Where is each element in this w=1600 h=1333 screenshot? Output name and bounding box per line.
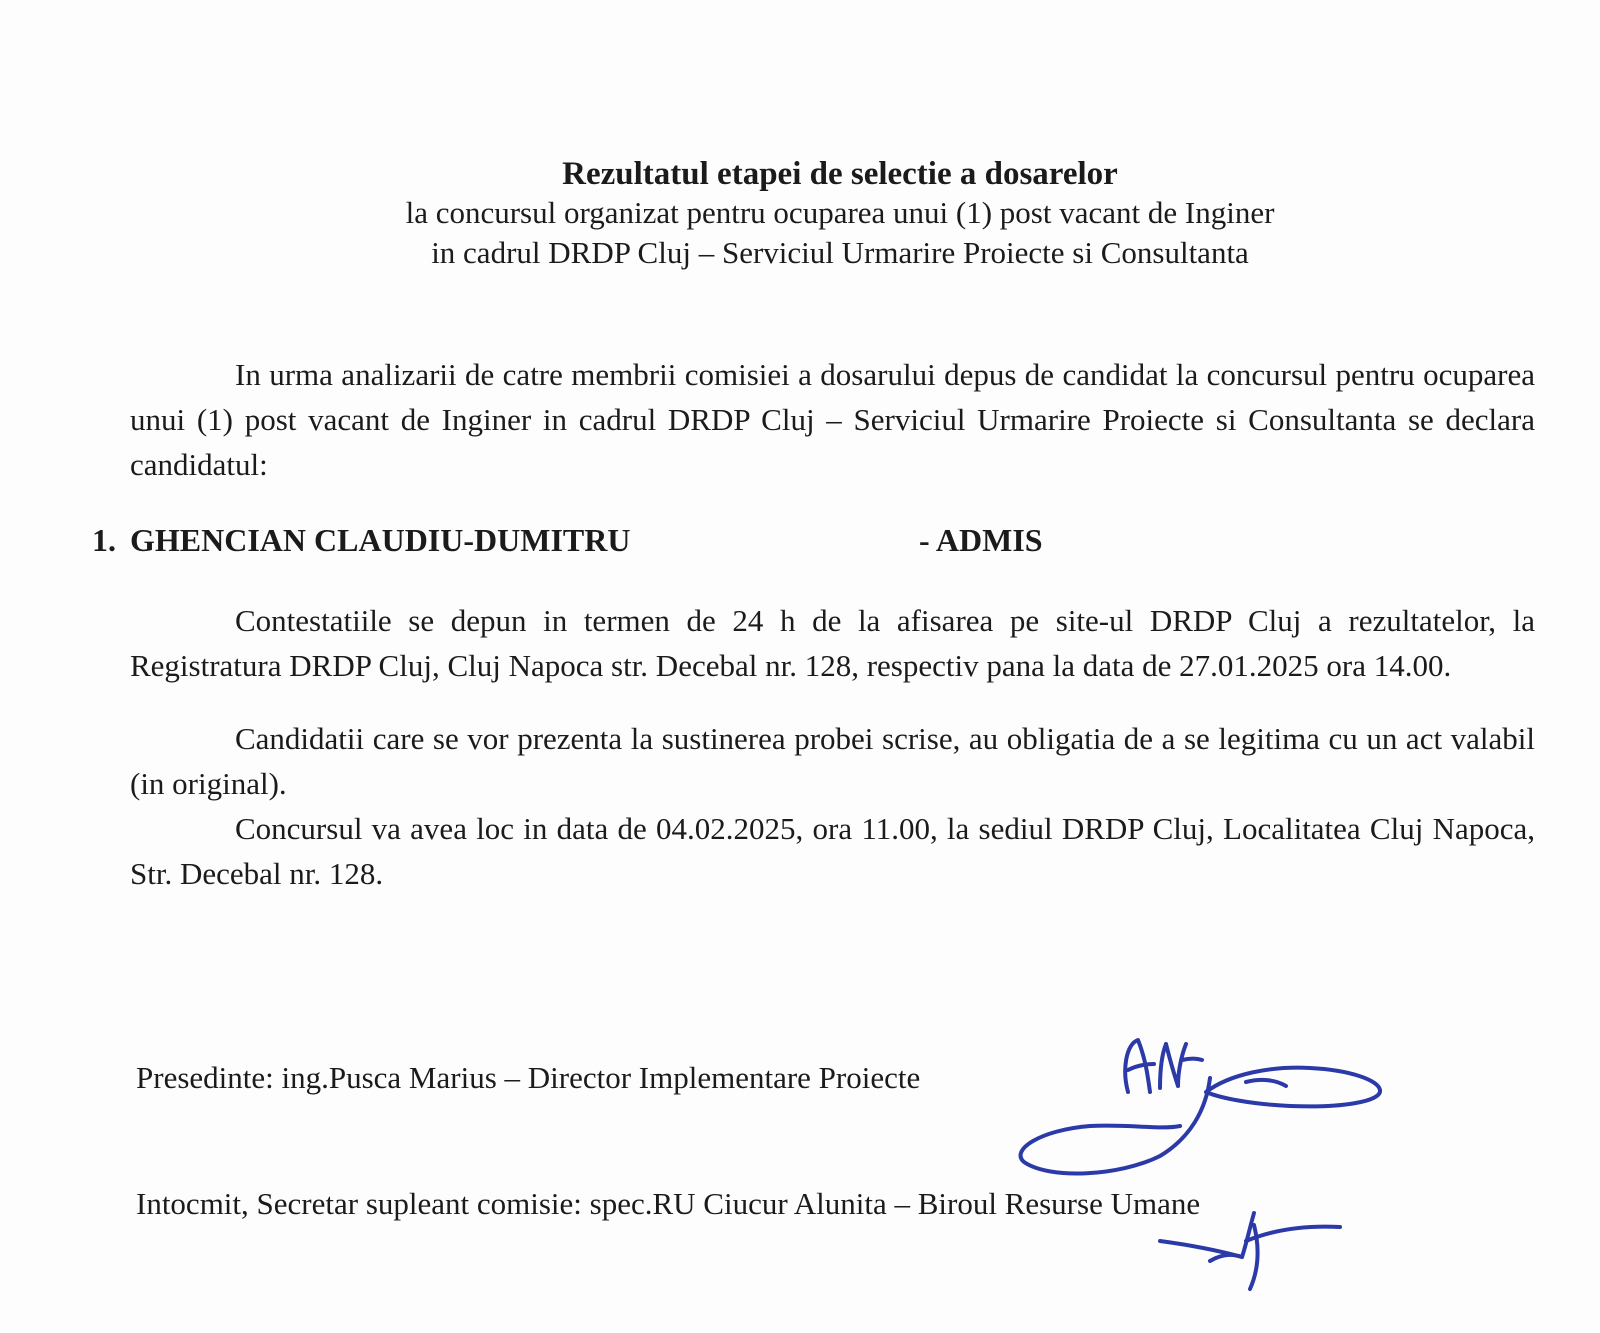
candidates-paragraph-text: Candidatii care se vor prezenta la sustinerea probei scrise, au obligatia de a se legitima cu un act valabil (in original). [130,721,1535,801]
president-signature [1010,1030,1390,1190]
signature-strokes [1021,1040,1381,1173]
title-block [0,155,1600,273]
contest-paragraph-text: Concursul va avea loc in data de 04.02.2025, ora 11.00, la sediul DRDP Cluj, Localitatea Cluj Napoca, Str. Decebal nr. 128. [130,811,1535,891]
candidate-result: - ADMIS [919,522,1043,558]
document-title: Rezultatul etapei de selectie a dosarelor [562,156,1118,192]
president-line: Presedinte: ing.Pusca Marius – Director Implementare Proiecte [136,1060,921,1095]
candidate-number: 1. [92,522,116,558]
contestation-paragraph-text: Contestatiile se depun in termen de 24 h de la afisarea pe site-ul DRDP Cluj a rezultatelor, la Registratura DRDP Cluj, Cluj Napoca str. Decebal nr. 128, respectiv pana la data de 27.01.2025 ora 14.00. [130,603,1535,683]
signature-strokes [1160,1213,1340,1289]
candidate-name: GHENCIAN CLAUDIU-DUMITRU [130,522,631,558]
secretary-line: Intocmit, Secretar supleant comisie: spec.RU Ciucur Alunita – Biroul Resurse Umane [136,1186,1201,1221]
candidate-row [92,518,1492,562]
contest-paragraph [130,806,1535,896]
intro-paragraph [130,352,1535,487]
candidates-paragraph [130,716,1535,806]
document-subtitle-line-2: in cadrul DRDP Cluj – Serviciul Urmarire Proiecte si Consultanta [431,235,1249,270]
contestation-paragraph [130,598,1535,688]
intro-paragraph-text: In urma analizarii de catre membrii comisiei a dosarului depus de candidat la concursul pentru ocuparea unui (1) post vacant de Inginer in cadrul DRDP Cluj – Serviciul Urmarire Proiecte si Consultanta se declara candidatul: [130,357,1535,482]
document-subtitle-line-1: la concursul organizat pentru ocuparea unui (1) post vacant de Inginer [405,195,1275,230]
